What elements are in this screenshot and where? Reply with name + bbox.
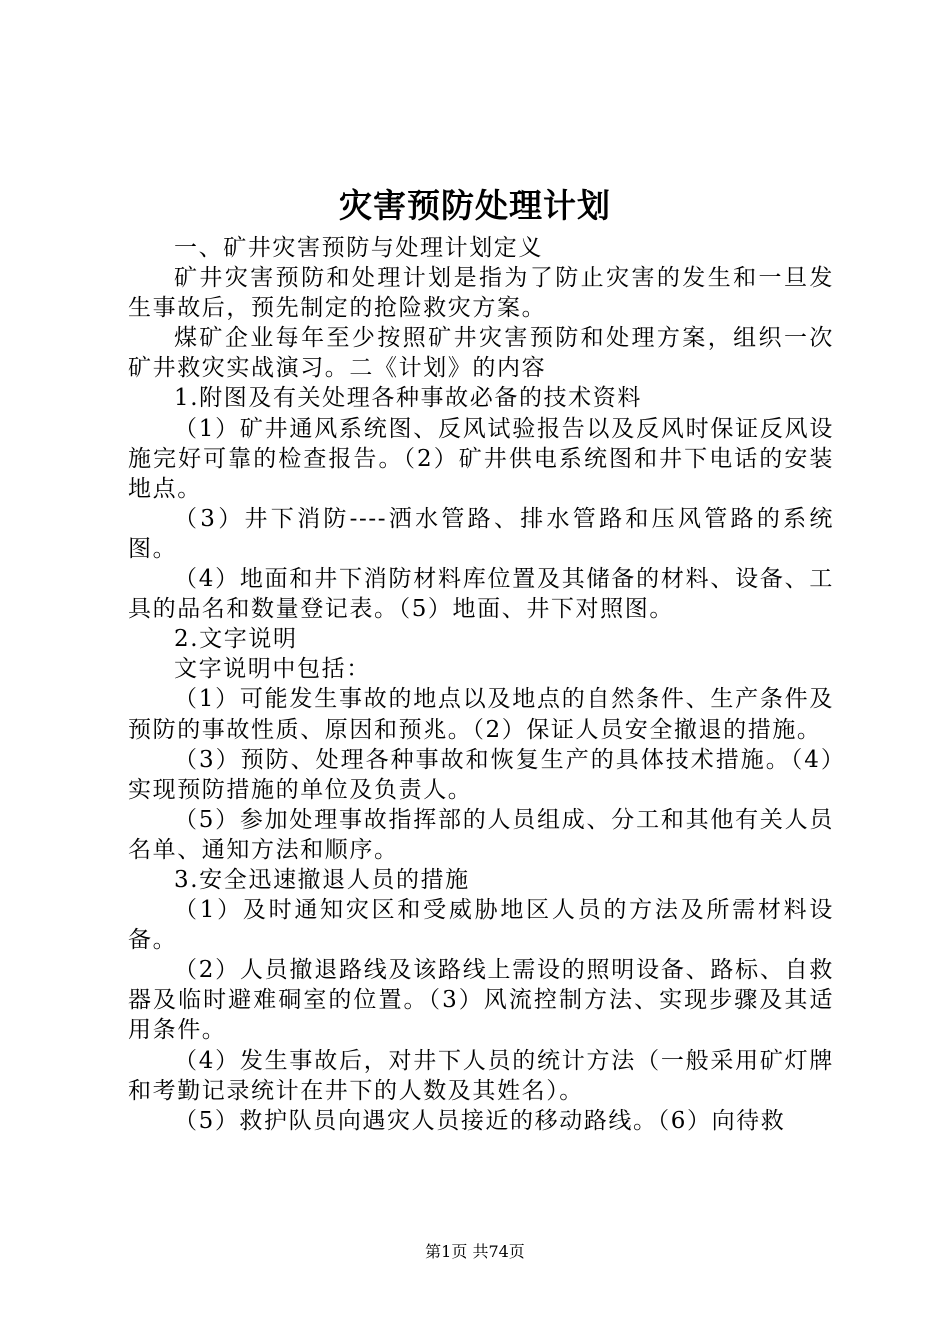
paragraph-definition: 矿井灾害预防和处理计划是指为了防止灾害的发生和一旦发生事故后，预先制定的抢险救灾方案。 (128, 265, 834, 322)
paragraph-fire-pipeline-item: （3）井下消防----洒水管路、排水管路和压风管路的系统图。 (128, 505, 834, 562)
paragraph-notification-item: （1）及时通知灾区和受威胁地区人员的方法及所需材料设备。 (128, 897, 834, 954)
paragraph-technical-measures-items: （3）预防、处理各种事故和恢复生产的具体技术措施。（4）实现预防措施的单位及负责人。 (128, 746, 834, 803)
paragraph-material-store-items: （4）地面和井下消防材料库位置及其储备的材料、设备、工具的品名和数量登记表。（5）地面、井下对照图。 (128, 566, 834, 623)
paragraph-section-heading-1: 一、矿井灾害预防与处理计划定义 (174, 235, 543, 261)
document-title: 灾害预防处理计划 (339, 186, 611, 225)
paragraph-ventilation-items: （1）矿井通风系统图、反风试验报告以及反风时保证反风设施完好可靠的检查报告。（2）矿井供电系统图和井下电话的安装地点。 (128, 415, 834, 502)
paragraph-personnel-count-item: （4）发生事故后，对井下人员的统计方法（一般采用矿灯牌和考勤记录统计在井下的人数及其姓名）。 (128, 1047, 834, 1104)
paragraph-evacuation-route-items: （2）人员撤退路线及该路线上需设的照明设备、路标、自救器及临时避难硐室的位置。（3）风流控制方法、实现步骤及其适用条件。 (128, 957, 834, 1044)
paragraph-command-staff-item: （5）参加处理事故指挥部的人员组成、分工和其他有关人员名单、通知方法和顺序。 (128, 806, 834, 863)
paragraph-text-description-includes: 文字说明中包括： (174, 656, 371, 683)
page-number: 第1页 共74页 (425, 1242, 525, 1261)
paragraph-subheading-attachments: 1.附图及有关处理各种事故必备的技术资料 (174, 385, 642, 412)
paragraph-subheading-text-description: 2.文字说明 (174, 626, 298, 653)
document-body (128, 233, 834, 1136)
paragraph-subheading-evacuation: 3.安全迅速撤退人员的措施 (174, 866, 470, 893)
paragraph-accident-location-items: （1）可能发生事故的地点以及地点的自然条件、生产条件及预防的事故性质、原因和预兆。（2）保证人员安全撤退的措施。 (128, 686, 834, 743)
paragraph-annual-drill: 煤矿企业每年至少按照矿井灾害预防和处理方案，组织一次矿井救灾实战演习。二《计划》的内容 (128, 325, 834, 382)
paragraph-rescue-route-items: （5）救护队员向遇灾人员接近的移动路线。（6）向待救 (174, 1107, 786, 1134)
